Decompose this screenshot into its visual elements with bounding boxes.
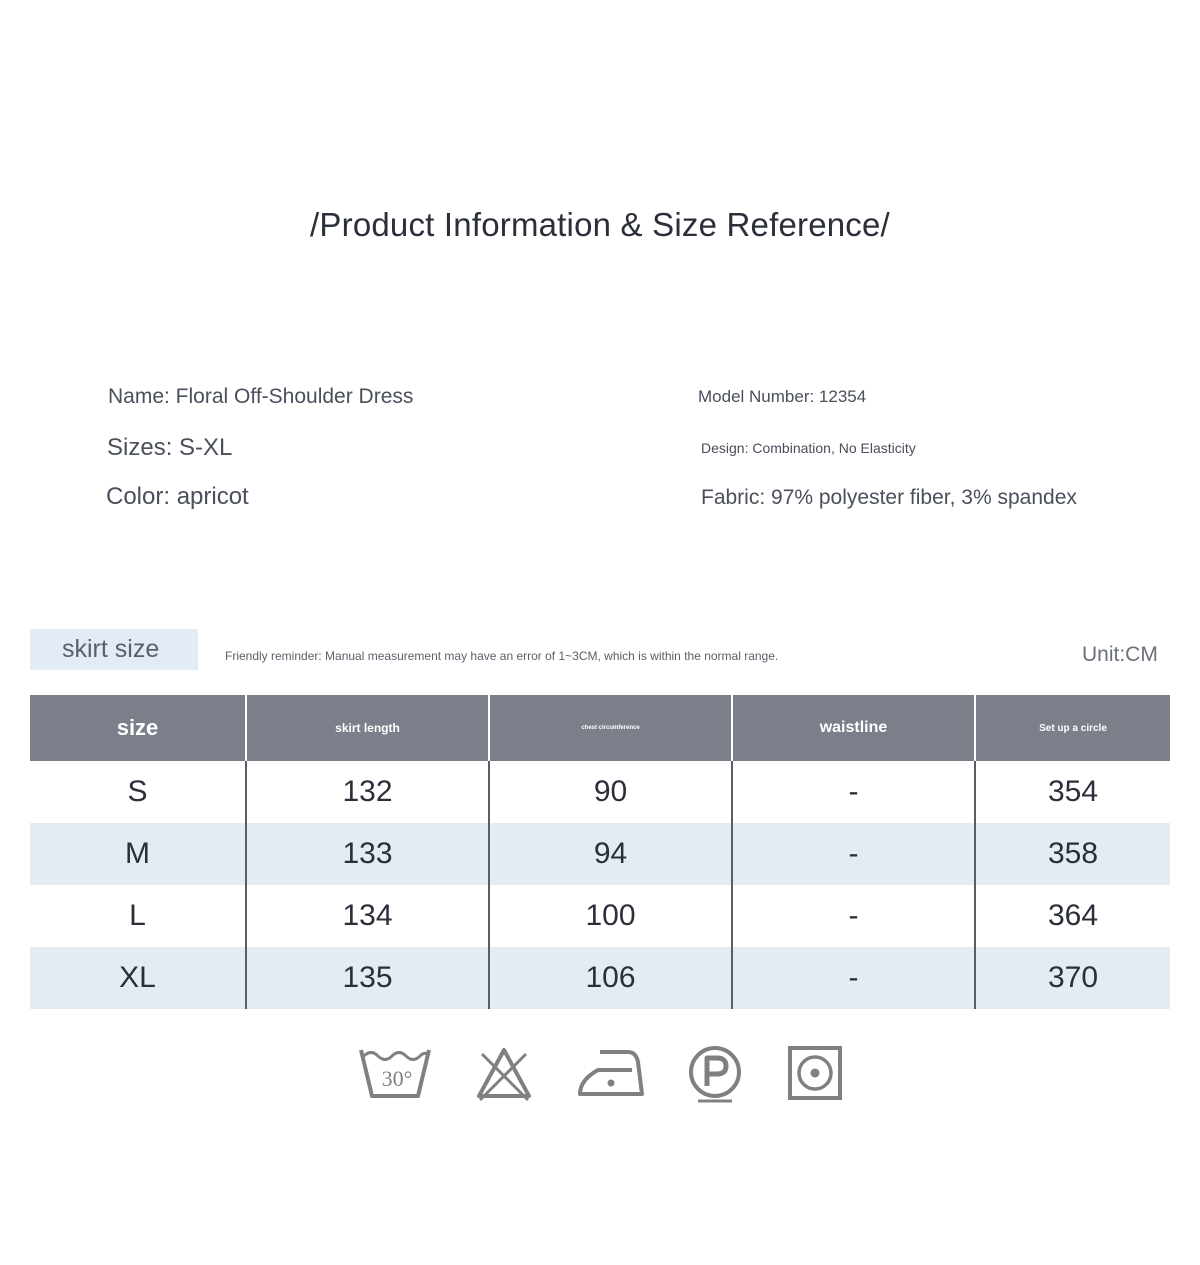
tumble-dry-icon [786, 1044, 844, 1104]
cell-skirt-length: 134 [246, 885, 489, 947]
cell-skirt-length: 135 [246, 947, 489, 1009]
product-name: Name: Floral Off-Shoulder Dress [108, 385, 414, 408]
header-chest: chest circumference [489, 695, 732, 761]
cell-chest: 106 [489, 947, 732, 1009]
cell-size: S [127, 775, 148, 808]
cell-chest: 94 [489, 823, 732, 885]
cell-size: L [129, 899, 146, 932]
cell-skirt-length: 133 [246, 823, 489, 885]
iron-low-icon [576, 1044, 646, 1104]
cell-size: M [30, 823, 246, 885]
cell-skirt-length: 132 [246, 761, 489, 823]
cell-chest: 90 [489, 761, 732, 823]
cell-waistline: - [732, 761, 975, 823]
no-bleach-icon [474, 1044, 534, 1104]
header-size: size [30, 695, 246, 761]
skirt-size-label: skirt size [30, 629, 198, 670]
table-row [30, 823, 1170, 885]
unit-label: Unit:CM [1082, 643, 1158, 666]
product-fabric: Fabric: 97% polyester fiber, 3% spandex [701, 486, 1077, 509]
cell-waistline: - [732, 823, 975, 885]
header-circle: Set up a circle [975, 695, 1170, 761]
product-sizes: Sizes: S-XL [107, 434, 233, 461]
wash-temperature: 30° [381, 1066, 413, 1091]
header-skirt-length: skirt length [246, 695, 489, 761]
table-header-row [30, 695, 1170, 761]
cell-circle: 364 [975, 885, 1170, 947]
table-row [30, 885, 1170, 947]
cell-circle: 358 [975, 823, 1170, 885]
wash-30-icon [358, 1044, 432, 1104]
cell-chest: 100 [489, 885, 732, 947]
model-number: Model Number: 12354 [698, 387, 867, 406]
header-waistline: waistline [732, 695, 975, 761]
measurement-reminder: Friendly reminder: Manual measurement may have an error of 1~3CM, which is within the normal range. [225, 649, 779, 663]
table-row [30, 947, 1170, 1009]
cell-waistline: - [732, 947, 975, 1009]
cell-circle: 354 [975, 761, 1170, 823]
page-title: /Product Information & Size Reference/ [310, 206, 890, 243]
cell-waistline: - [732, 885, 975, 947]
dry-clean-p-icon [688, 1044, 744, 1104]
cell-circle: 370 [975, 947, 1170, 1009]
product-design: Design: Combination, No Elasticity [701, 440, 916, 456]
size-table [30, 695, 1170, 1009]
table-row [30, 761, 1170, 823]
cell-size: XL [30, 947, 246, 1009]
product-color: Color: apricot [106, 483, 249, 510]
